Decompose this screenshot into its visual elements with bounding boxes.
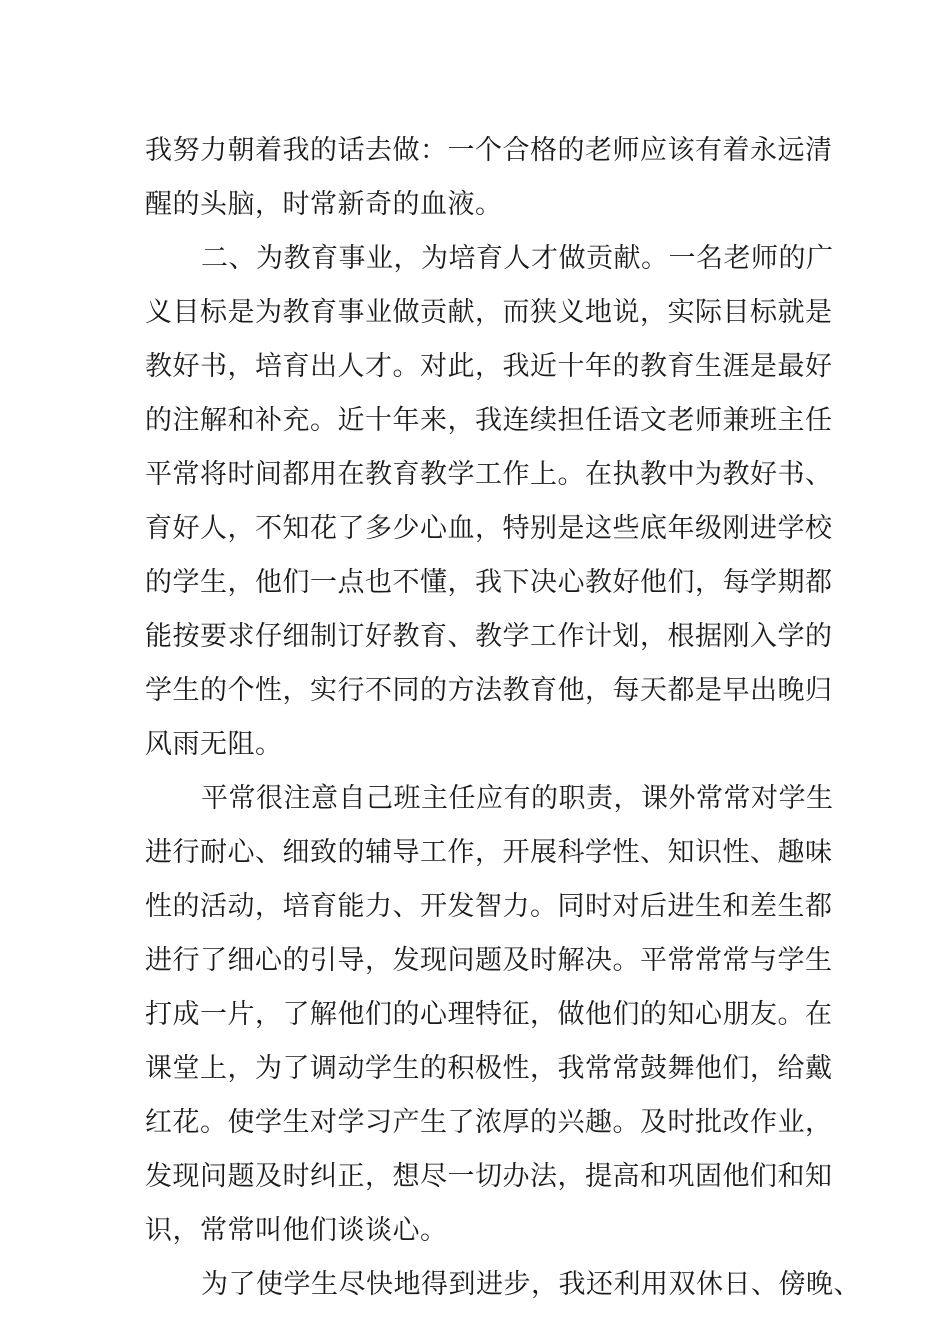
- text-line: 二、为教育事业，为培育人才做贡献。一名老师的广: [201, 243, 834, 274]
- text-line: 为了使学生尽快地得到进步，我还利用双休日、傍晚、: [201, 1269, 861, 1300]
- text-line: 红花。使学生对学习产生了浓厚的兴趣。及时批改作业，: [145, 1107, 833, 1138]
- text-line: 育好人，不知花了多少心血，特别是这些底年级刚进学校: [145, 513, 833, 544]
- text-line: 发现问题及时纠正，想尽一切办法，提高和巩固他们和知: [145, 1161, 833, 1192]
- paragraph: [145, 124, 835, 232]
- text-line: 平常很注意自己班主任应有的职责，课外常常对学生: [201, 783, 834, 814]
- text-line: 的学生，他们一点也不懂，我下决心教好他们，每学期都: [145, 567, 833, 598]
- paragraph: [145, 1258, 861, 1312]
- text-line: 学生的个性，实行不同的方法教育他，每天都是早出晚归: [145, 675, 833, 706]
- text-line: 性的活动，培育能力、开发智力。同时对后进生和差生都: [145, 891, 833, 922]
- text-line: 课堂上，为了调动学生的积极性，我常常鼓舞他们，给戴: [145, 1053, 833, 1084]
- text-line: 义目标是为教育事业做贡献，而狭义地说，实际目标就是: [145, 297, 833, 328]
- text-line: 教好书，培育出人才。对此，我近十年的教育生涯是最好: [145, 351, 833, 382]
- text-line: 进行耐心、细致的辅导工作，开展科学性、知识性、趣味: [145, 837, 833, 868]
- paragraph: [145, 772, 835, 1258]
- text-line: 的注解和补充。近十年来，我连续担任语文老师兼班主任: [145, 405, 833, 436]
- text-line: 我努力朝着我的话去做：一个合格的老师应该有着永远清: [145, 135, 833, 166]
- text-line: 醒的头脑，时常新奇的血液。: [145, 189, 503, 220]
- document-body: [145, 124, 861, 1312]
- text-line: 识，常常叫他们谈谈心。: [145, 1215, 448, 1246]
- text-line: 能按要求仔细制订好教育、教学工作计划，根据刚入学的: [145, 621, 833, 652]
- text-line: 风雨无阻。: [145, 729, 283, 760]
- text-line: 平常将时间都用在教育教学工作上。在执教中为教好书、: [145, 459, 833, 490]
- paragraph: [145, 232, 835, 772]
- text-line: 进行了细心的引导，发现问题及时解决。平常常常与学生: [145, 945, 833, 976]
- text-line: 打成一片，了解他们的心理特征，做他们的知心朋友。在: [145, 999, 833, 1030]
